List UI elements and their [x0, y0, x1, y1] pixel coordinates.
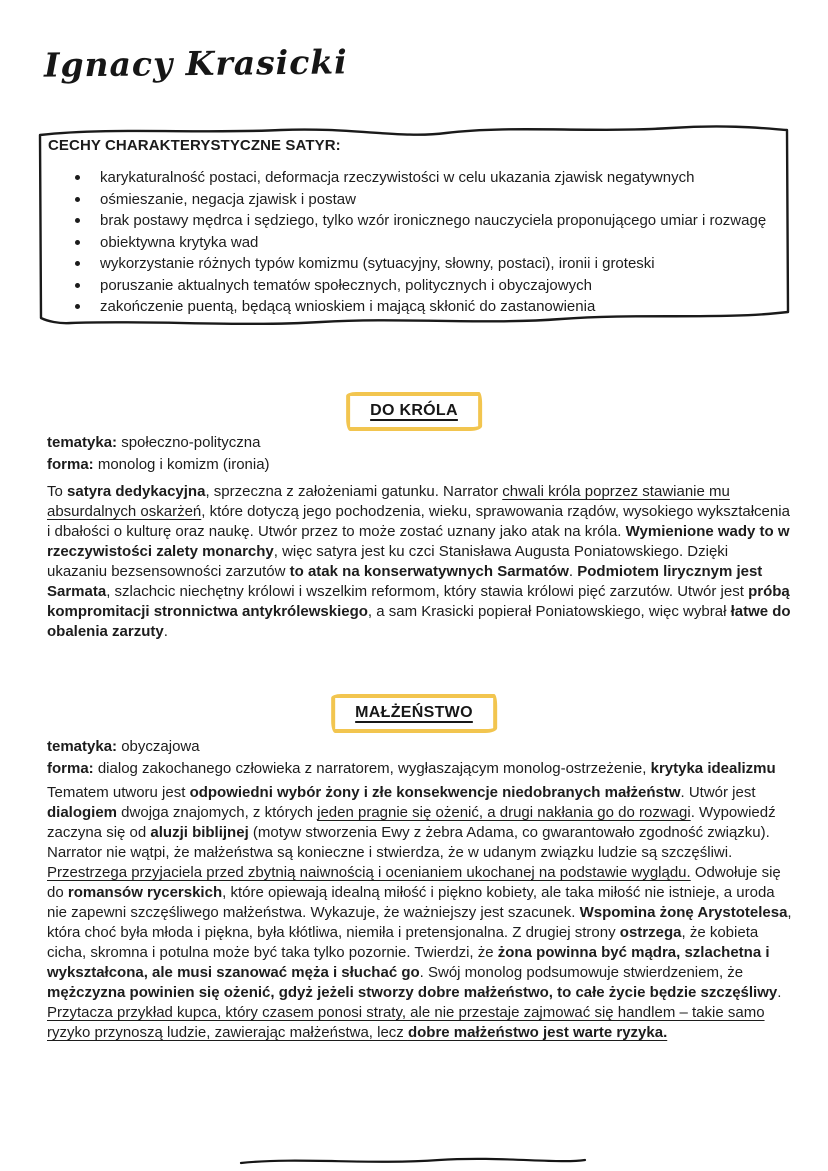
section-meta	[47, 736, 792, 779]
characteristics-box	[31, 120, 796, 331]
bullet-icon	[75, 175, 80, 180]
list-item	[48, 275, 774, 297]
page-title: Ignacy Krasicki	[43, 42, 348, 85]
list-item-text: ośmieszanie, negacja zjawisk i postaw	[100, 190, 356, 208]
bullet-icon	[75, 240, 80, 245]
meta-value: społeczno-polityczna	[117, 434, 261, 451]
meta-label: tematyka:	[47, 738, 118, 755]
list-item-text: karykaturalność postaci, deformacja rzeczywistości w celu ukazania zjawisk negatywnych	[100, 169, 695, 186]
meta-value: obyczajowa	[117, 738, 200, 755]
meta-row-forma	[47, 454, 792, 476]
list-item	[48, 296, 774, 318]
meta-value: monolog i komizm (ironia)	[93, 455, 270, 473]
section-meta	[47, 432, 792, 475]
list-item	[48, 167, 774, 189]
meta-value: dialog zakochanego człowieka z narratorem, wygłaszającym monolog-ostrzeżenie, krytyka idealizmu	[93, 759, 776, 777]
list-item-text: brak postawy mędrca i sędziego, tylko wzór ironicznego nauczyciela proponującego umiar i rozwagę	[100, 212, 767, 229]
bullet-icon	[75, 283, 80, 288]
meta-label: forma:	[47, 455, 94, 473]
bullet-icon	[75, 261, 80, 266]
section-heading-box-malzenstwo	[331, 694, 497, 733]
list-item-text: wykorzystanie różnych typów komizmu (sytuacyjny, słowny, postaci), ironii i groteski	[100, 255, 655, 272]
section-heading-box-do-krola	[346, 392, 482, 431]
list-item	[48, 189, 774, 211]
meta-label: tematyka:	[47, 434, 118, 451]
list-item	[48, 232, 774, 254]
characteristics-heading: CECHY CHARAKTERYSTYCZNE SATYR:	[48, 137, 341, 154]
section-heading: MAŁŻEŃSTWO	[355, 704, 473, 721]
section-paragraph-malzenstwo: Tematem utworu jest odpowiedni wybór żony i złe konsekwencje niedobranych małżeństw. Utwór jest dialogiem dwojga znajomych, z których jeden pragnie się ożenić, a drugi nakłania go do rozwagi. Wypowiedź zaczyna się od aluzji biblijnej (motyw stworzenia Ewy z żebra Adama, co gwarantowało zgodność związku). Narrator nie wątpi, że małżeństwa są konieczne i stwierdza, że w udanym związku ludzie są szczęśliwi. Przestrzega przyjaciela przed zbytnią naiwnością i ocenianiem ukochanej na podstawie wyglądu. Odwołuje się do romansów rycerskich, które opiewają idealną miłość i piękno kobiety, ale taka miłość nie istnieje, a uroda nie zapewni szczęśliwego małżeństwa. Wykazuje, że ważniejszy jest szacunek. Wspomina żonę Arystotelesa, która choć była młoda i piękna, była kłótliwa, niemiła i pretensjonalna. Z drugiej strony ostrzega, że kobieta cicha, skromna i potulna może być taka tylko pozornie. Twierdzi, że żona powinna być mądra, szlachetna i wykształcona, ale musi szanować męża i słuchać go. Swój monolog podsumowuje stwierdzeniem, że mężczyzna powinien się ożenić, gdyż jeżeli stworzy dobre małżeństwo, to całe życie będzie szczęśliwy. Przytacza przykład kupca, który czasem ponosi straty, ale nie przestaje zajmować się handlem – takie samo ryzyko przynoszą ludzie, zawierając małżeństwa, lecz dobre małżeństwo jest warte ryzyka.	[47, 784, 792, 1041]
meta-row-forma	[47, 758, 792, 780]
list-item-text: obiektywna krytyka wad	[100, 233, 259, 251]
bullet-icon	[75, 218, 80, 223]
meta-label: forma:	[47, 759, 94, 777]
list-item	[48, 210, 774, 232]
bullet-icon	[75, 197, 80, 202]
characteristics-list	[48, 167, 774, 318]
list-item-text: zakończenie puentą, będącą wnioskiem i mającą skłonić do zastanowienia	[100, 298, 596, 315]
next-section-box-edge	[239, 1154, 587, 1168]
section-paragraph-do-krola: To satyra dedykacyjna, sprzeczna z założeniami gatunku. Narrator chwali króla poprzez stawianie mu absurdalnych oskarżeń, które dotyczą jego pochodzenia, wieku, sprawowania rządów, wysokiego wykształcenia i dbałości o kulturę oraz naukę. Utwór przez to może zostać uznany jako atak na króla. Wymienione wady to w rzeczywistości zalety monarchy, więc satyra jest ku czci Stanisława Augusta Poniatowskiego. Dzięki ukazaniu bezsensowności zarzutów to atak na konserwatywnych Sarmatów. Podmiotem lirycznym jest Sarmata, szlachcic niechętny królowi i wszelkim reformom, który stawia królowi pięć zarzutów. Utwór jest próbą kompromitacji stronnictwa antykrólewskiego, a sam Krasicki popierał Poniatowskiego, więc wybrał łatwe do obalenia zarzuty.	[47, 483, 791, 640]
meta-row-tematyka	[47, 736, 792, 758]
section-heading: DO KRÓLA	[370, 402, 458, 419]
meta-row-tematyka	[47, 432, 792, 454]
list-item-text: poruszanie aktualnych tematów społecznych, politycznych i obyczajowych	[100, 276, 592, 294]
list-item	[48, 253, 774, 275]
bullet-icon	[75, 304, 80, 309]
